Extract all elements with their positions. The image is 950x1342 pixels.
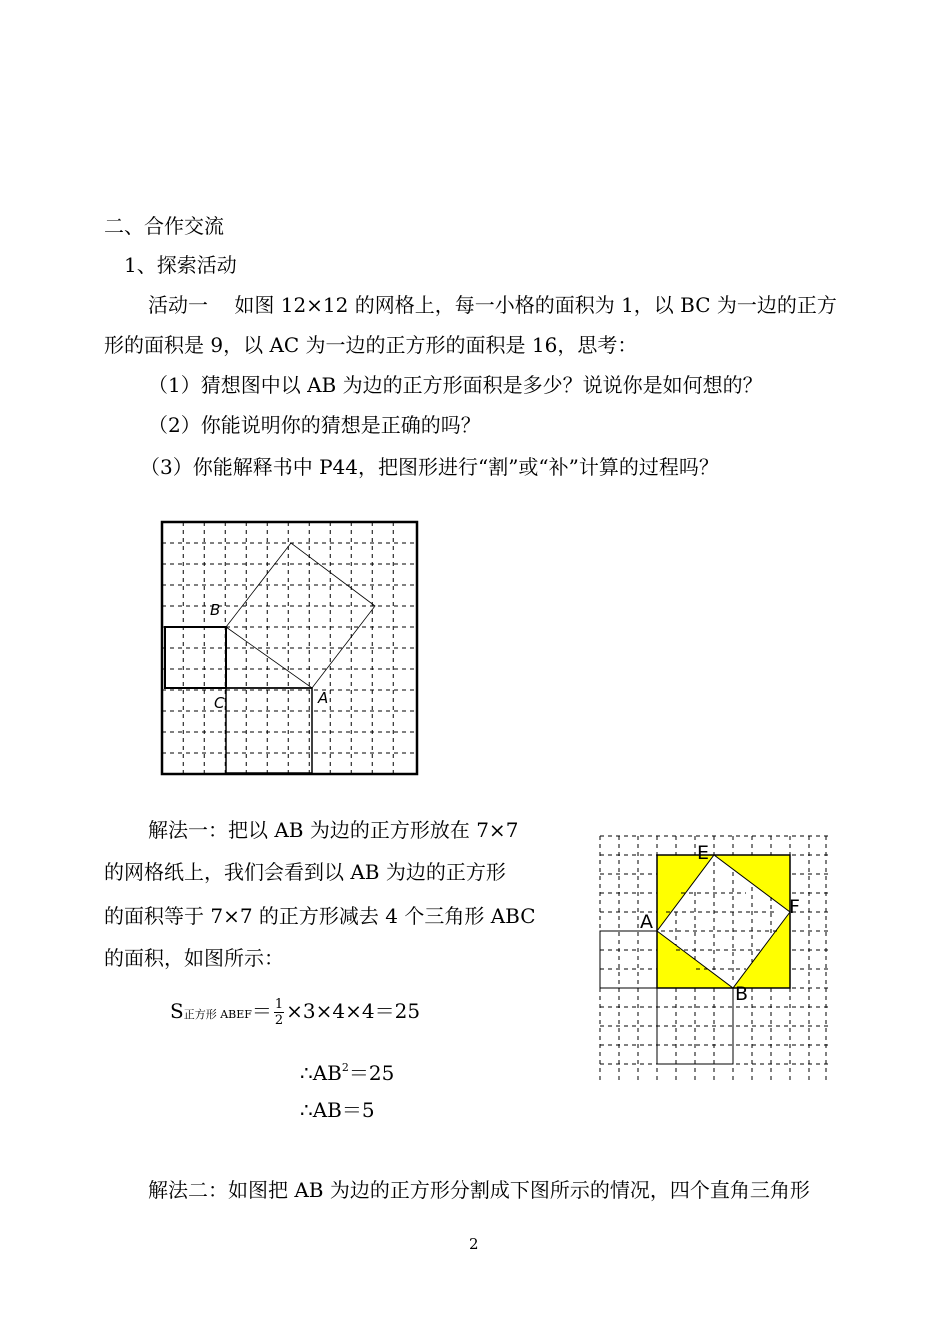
subsection-heading: 1、探索活动 (124, 253, 237, 277)
grid-figure-2 (596, 832, 832, 1088)
formula-area (170, 997, 420, 1028)
label-b2: B (735, 983, 749, 1005)
superscript-2: 2 (341, 1061, 349, 1074)
activity-line-2: 形的面积是 9，以 AC 为一边的正方形的面积是 16，思考： (104, 333, 638, 357)
label-e: E (697, 842, 710, 864)
label-f: F (789, 896, 800, 918)
square-on-ac (226, 688, 312, 773)
label-a2: A (640, 911, 653, 933)
fraction-numerator: 1 (274, 997, 284, 1012)
fraction-one-half (274, 997, 284, 1028)
therefore-ab-squared: $\therefore AB^2=25$ (300, 1061, 395, 1085)
label-c: C (214, 694, 225, 712)
page-number: 2 (469, 1235, 479, 1253)
solution1-line-3: 的面积等于 7×7 的正方形减去 4 个三角形 ABC (104, 904, 536, 928)
solution1-line-4: 的面积，如图所示： (104, 946, 284, 970)
section-heading: 二、合作交流 (104, 214, 224, 238)
square-on-bc (165, 627, 226, 688)
therefore-ab: ∴AB＝5 (300, 1098, 375, 1122)
solution2-line-1: 解法二：如图把 AB 为边的正方形分割成下图所示的情况，四个直角三角形 (148, 1178, 810, 1202)
formula-rest: ×3×4×4＝25 (286, 999, 421, 1023)
grid-figure-1 (158, 518, 422, 780)
solution1-line-2: 的网格纸上，我们会看到以 AB 为边的正方形 (104, 860, 506, 884)
question-1: （1）猜想图中以 AB 为边的正方形面积是多少？说说你是如何想的？ (148, 373, 763, 397)
solution1-line-1: 解法一：把以 AB 为边的正方形放在 7×7 (148, 818, 519, 842)
label-b: B (210, 601, 221, 619)
fraction-denominator: 2 (274, 1013, 284, 1028)
square-on-ab (226, 543, 375, 688)
formula-s: S (170, 999, 184, 1023)
question-3: （3）你能解释书中 P44，把图形进行“割”或“补”计算的过程吗？ (140, 455, 719, 479)
label-a: A (318, 689, 329, 707)
square-bc-2 (600, 931, 657, 988)
formula-equals: ＝ (251, 999, 272, 1023)
question-2: （2）你能说明你的猜想是正确的吗？ (148, 413, 481, 437)
activity-line-1: 活动一 如图 12×12 的网格上，每一小格的面积为 1，以 BC 为一边的正方 (148, 293, 837, 317)
grid-lines (162, 522, 417, 774)
formula-subscript: 正方形 ABEF (183, 1008, 252, 1021)
